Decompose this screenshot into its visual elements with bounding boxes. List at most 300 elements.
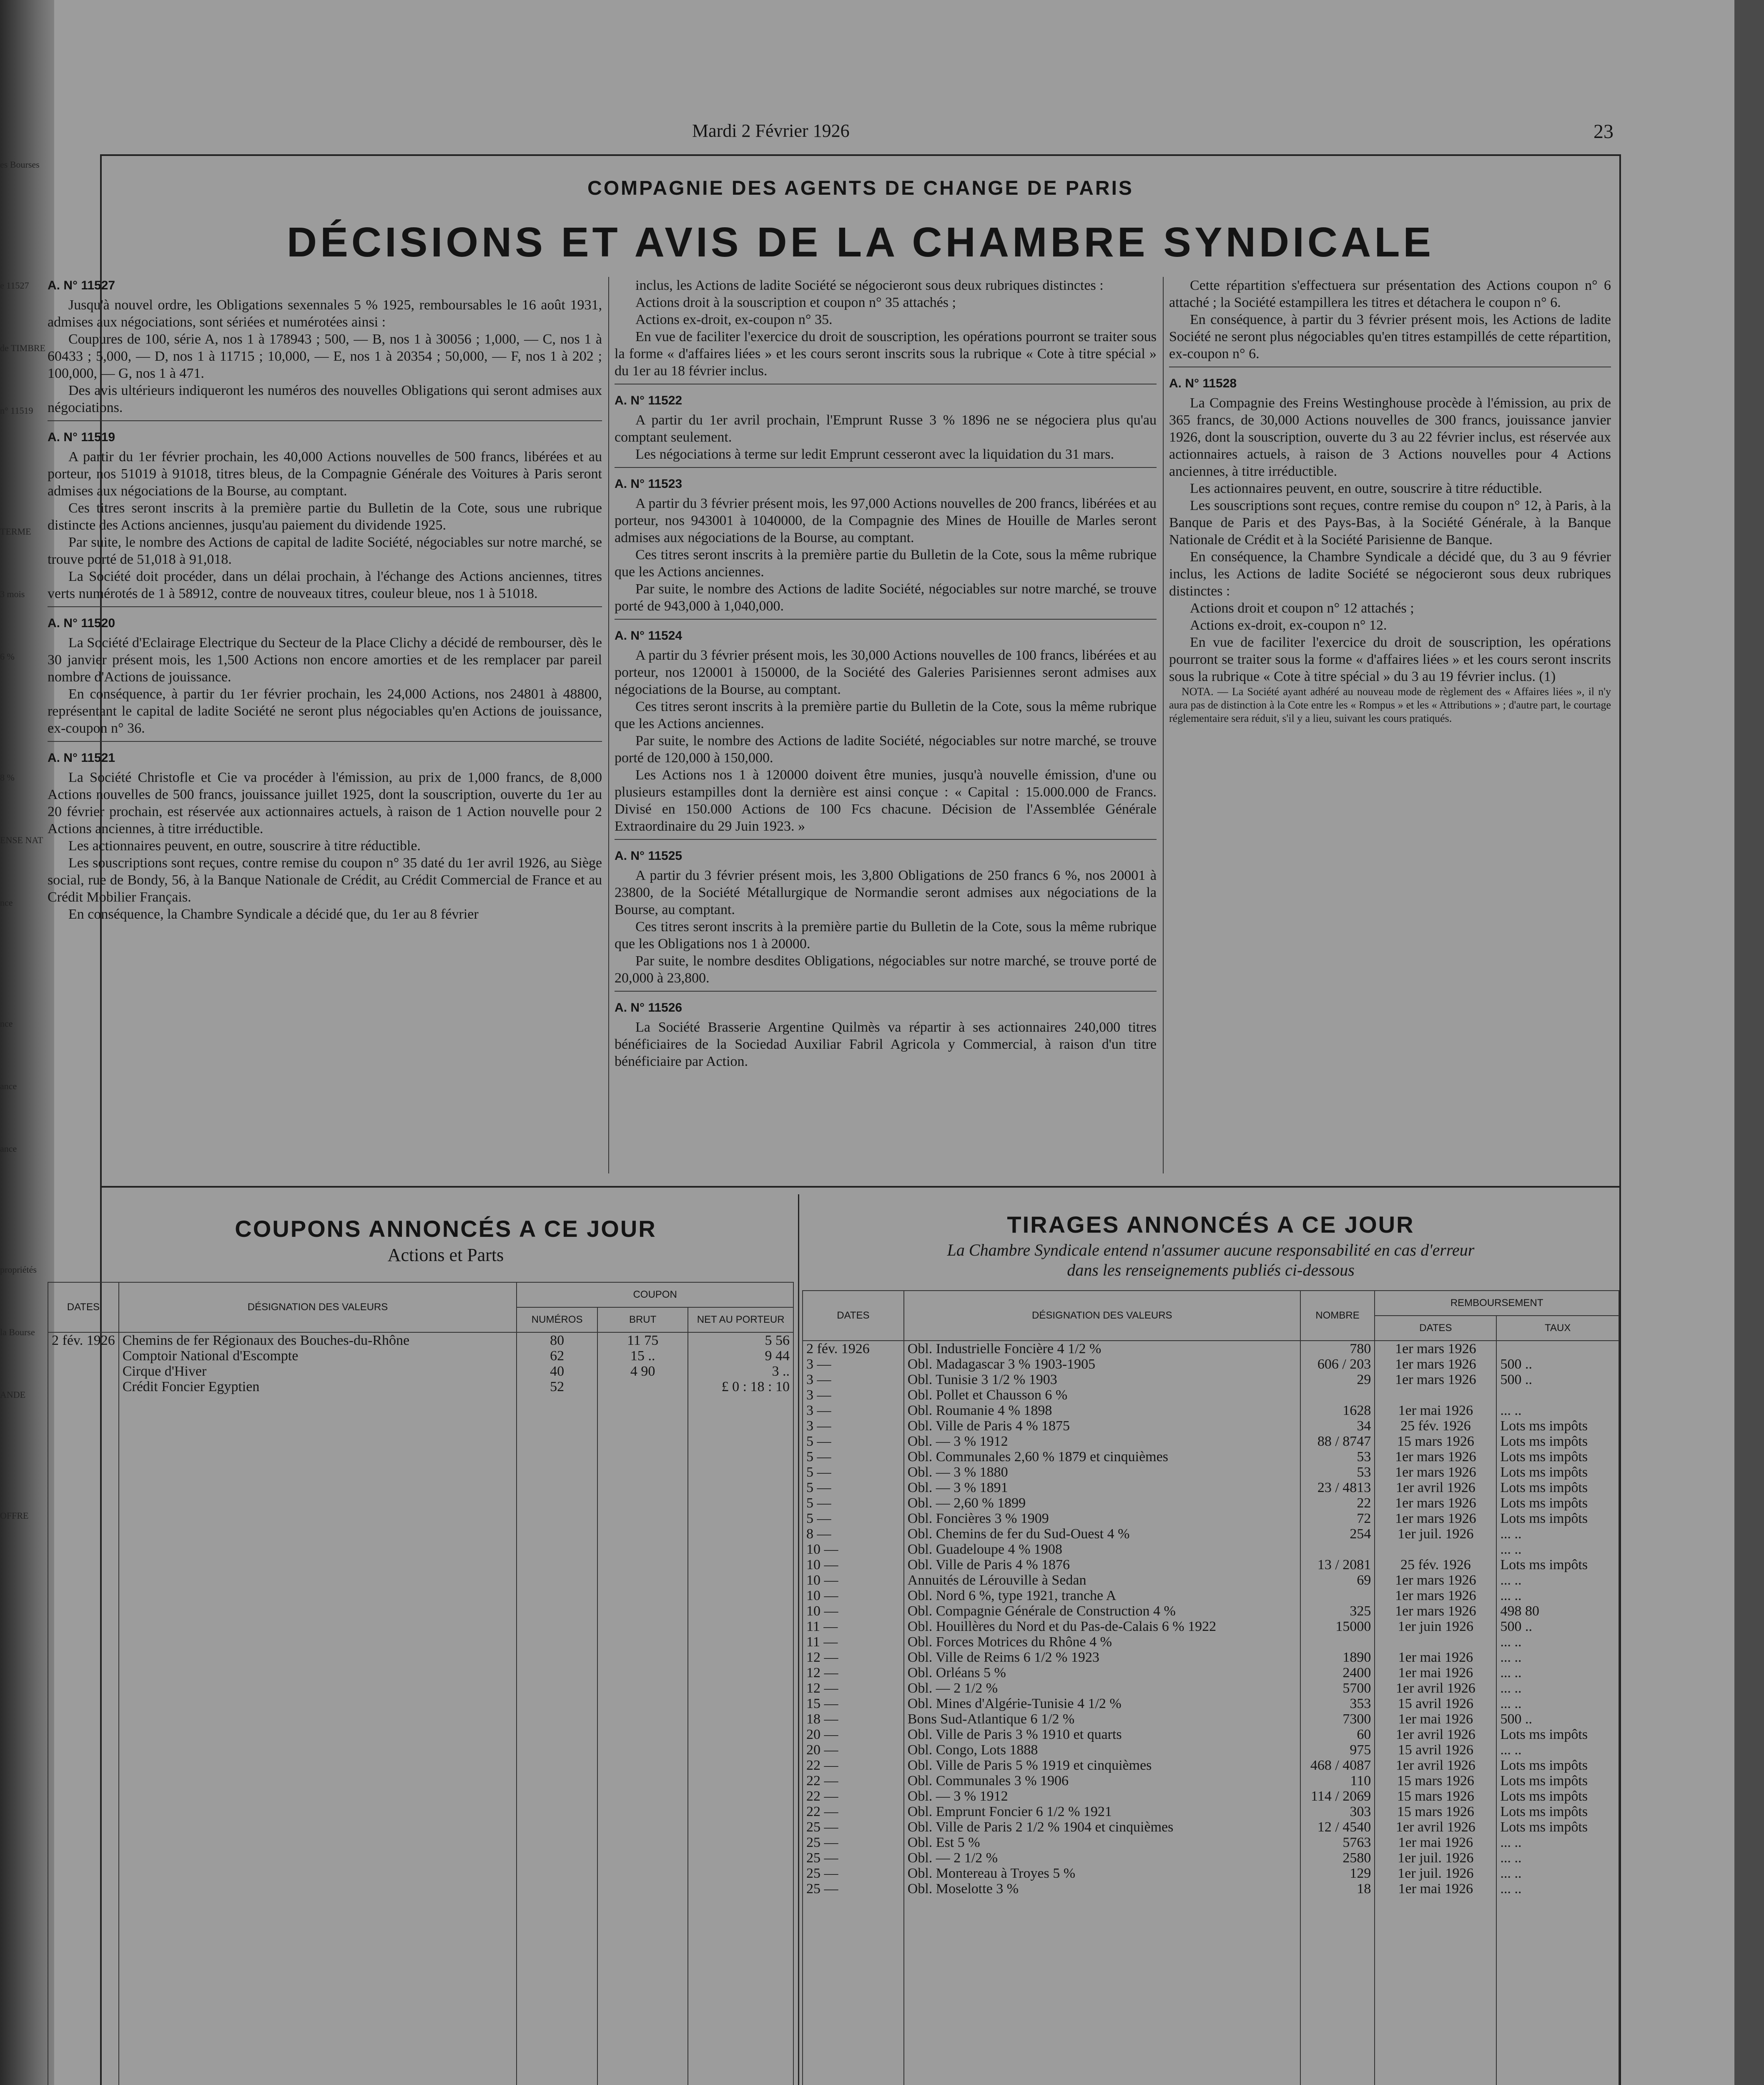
notice [48, 429, 602, 607]
taux-cell: 500 .. [1496, 1619, 1619, 1634]
date-cell: 22 — [803, 1758, 904, 1773]
taux-cell: ... .. [1496, 1881, 1619, 1897]
date-cell: 20 — [803, 1727, 904, 1742]
notice-paragraph: A partir du 1er avril prochain, l'Emprunt Russe 3 % 1896 ne se négociera plus qu'au comptant seulement. [615, 412, 1157, 445]
remb-date-cell: 1er avril 1926 [1375, 1727, 1496, 1742]
designation-cell: Obl. Guadeloupe 4 % 1908 [904, 1542, 1300, 1557]
empty-cell [688, 1394, 793, 2085]
designation-cell: Obl. Chemins de fer du Sud-Ouest 4 % [904, 1526, 1300, 1542]
tirage-row [803, 1403, 1619, 1418]
date-cell: 12 — [803, 1681, 904, 1696]
notice-paragraph: Coupures de 100, série A, nos 1 à 178943 ; 500, — B, nos 1 à 30056 ; 1,000, — C, nos 1 à 60433 ; 5,000, — D, nos 1 à 11715 ; 10,000, — E, nos 1 à 20354 ; 50,000, — F, nos 1 à 202 ; 100,000, — G, nos 1 à 471. [48, 332, 602, 381]
taux-cell: Lots ms impôts [1496, 1557, 1619, 1573]
empty-cell [517, 1394, 597, 2085]
notice-paragraph: Par suite, le nombre des Actions de ladite Société, négociables sur notre marché, se trouve porté de 943,000 à 1,040,000. [615, 581, 1157, 614]
tirages-title: TIRAGES ANNONCÉS A CE JOUR [1007, 1211, 1415, 1238]
notice-paragraph: Actions ex-droit, ex-coupon n° 12. [1190, 618, 1387, 633]
tirage-row [803, 1789, 1619, 1804]
tirage-row [803, 1881, 1619, 1897]
nombre-cell: 1890 [1300, 1650, 1375, 1665]
remb-date-cell [1375, 1634, 1496, 1650]
coupon-row [48, 1364, 793, 1379]
notice-paragraph: Les souscriptions sont reçues, contre remise du coupon n° 35 daté du 1er avril 1926, au Siège social, rue de Bondy, 56, à la Banque Nationale de Crédit, au Crédit Commercial de France et au Crédit Mobilier Français. [48, 855, 602, 905]
date-cell: 5 — [803, 1495, 904, 1511]
designation-cell: Bons Sud-Atlantique 6 1/2 % [904, 1711, 1300, 1727]
notice-paragraph: Actions ex-droit, ex-coupon n° 35. [635, 312, 833, 327]
notice-paragraph: Par suite, le nombre des Actions de capital de ladite Société, négociables sur notre marché, se trouve porté de 51,018 à 91,018. [48, 535, 602, 567]
notice-paragraph: Ces titres seront inscrits à la première partie du Bulletin de la Cote, sous une rubrique distincte des Actions anciennes, jusqu'au paiement du dividende 1925. [48, 500, 602, 533]
brut-cell: 15 .. [597, 1348, 688, 1364]
tirage-row [803, 1619, 1619, 1634]
strip-fragment: 3 mois [0, 589, 25, 599]
nombre-cell: 110 [1300, 1773, 1375, 1789]
remb-date-cell: 15 mars 1926 [1375, 1434, 1496, 1449]
date-cell [48, 1348, 119, 1364]
notice-paragraph: Actions droit à la souscription et coupon n° 35 attachés ; [635, 295, 956, 310]
taux-cell: ... .. [1496, 1650, 1619, 1665]
taux-cell: Lots ms impôts [1496, 1495, 1619, 1511]
taux-cell: ... .. [1496, 1866, 1619, 1881]
remb-date-cell: 1er mars 1926 [1375, 1357, 1496, 1372]
notice-paragraph: La Société Christofle et Cie va procéder à l'émission, au prix de 1,000 francs, de 8,000 Actions nouvelles de 500 francs, jouissance juillet 1925, dont la souscription, ouverte du 1er au 20 février prochain, est réservée aux actionnaires actuels, à raison de 1 Action nouvelle pour 2 Actions anciennes, à titre irréductible. [48, 770, 602, 837]
nombre-cell: 325 [1300, 1603, 1375, 1619]
designation-cell: Obl. Orléans 5 % [904, 1665, 1300, 1681]
empty-cell [597, 1394, 688, 2085]
nombre-cell: 13 / 2081 [1300, 1557, 1375, 1573]
designation-cell: Obl. Nord 6 %, type 1921, tranche A [904, 1588, 1300, 1603]
tirage-row [803, 1372, 1619, 1387]
notice-note: NOTA. — La Société ayant adhéré au nouveau mode de règlement des « Affaires liées », il n'y aura pas de distinction à la Cote entre les « Rompus » et les « Attributions » ; d'autre part, le courtage réglementaire sera réduit, s'il y a lieu, suivant les cours pratiqués. [1169, 686, 1611, 724]
designation-cell: Obl. — 2,60 % 1899 [904, 1495, 1300, 1511]
tirage-row [803, 1434, 1619, 1449]
empty-cell [1496, 1897, 1619, 2085]
nombre-cell: 72 [1300, 1511, 1375, 1526]
notice-paragraph: La Société doit procéder, dans un délai prochain, à l'échange des Actions anciennes, titres verts numérotés de 1 à 58912, contre de nouveaux titres, couleur bleue, nos 1 à 51018. [48, 569, 602, 601]
numero-cell: 80 [517, 1332, 597, 1348]
brut-cell: 11 75 [597, 1332, 688, 1348]
notice [615, 392, 1157, 468]
column-divider [608, 277, 609, 1173]
notice-paragraph: Par suite, le nombre desdites Obligations, négociables sur notre marché, se trouve porté de 20,000 à 23,800. [615, 953, 1157, 986]
taux-cell: ... .. [1496, 1850, 1619, 1866]
coupons-table-filler [48, 1394, 793, 2085]
taux-cell: Lots ms impôts [1496, 1511, 1619, 1526]
remb-date-cell: 1er mai 1926 [1375, 1665, 1496, 1681]
nombre-cell: 254 [1300, 1526, 1375, 1542]
designation-cell: Obl. Ville de Paris 4 % 1876 [904, 1557, 1300, 1573]
nombre-cell: 15000 [1300, 1619, 1375, 1634]
date-cell: 25 — [803, 1835, 904, 1850]
date-cell: 5 — [803, 1465, 904, 1480]
tirage-row [803, 1603, 1619, 1619]
remb-date-cell: 1er avril 1926 [1375, 1819, 1496, 1835]
tirage-row [803, 1588, 1619, 1603]
designation-cell: Obl. Ville de Paris 5 % 1919 et cinquièmes [904, 1758, 1300, 1773]
date-cell: 22 — [803, 1773, 904, 1789]
tirage-row [803, 1480, 1619, 1495]
notice-paragraph: Ces titres seront inscrits à la première partie du Bulletin de la Cote, sous la même rubrique que les Actions anciennes. [615, 547, 1157, 580]
notice-paragraph: La Société Brasserie Argentine Quilmès va répartir à ses actionnaires 240,000 titres bénéficiaires de la Sociedad Auxiliar Fabril Agricola y Commercial, à raison d'un titre bénéficiaire par Action. [615, 1020, 1157, 1069]
tirage-row [803, 1511, 1619, 1526]
designation-cell: Obl. Compagnie Générale de Construction 4 % [904, 1603, 1300, 1619]
remb-date-cell: 1er juil. 1926 [1375, 1850, 1496, 1866]
notice-number: A. N° 11524 [615, 629, 683, 643]
tirage-row [803, 1526, 1619, 1542]
designation-cell: Annuités de Lérouville à Sedan [904, 1573, 1300, 1588]
nombre-cell: 60 [1300, 1727, 1375, 1742]
nombre-cell: 975 [1300, 1742, 1375, 1758]
remb-date-cell: 1er juil. 1926 [1375, 1866, 1496, 1881]
tirage-row [803, 1835, 1619, 1850]
tirage-row [803, 1495, 1619, 1511]
remb-date-cell: 15 mars 1926 [1375, 1804, 1496, 1819]
organization-name: COMPAGNIE DES AGENTS DE CHANGE DE PARIS [587, 177, 1134, 199]
designation-cell: Chemins de fer Régionaux des Bouches-du-Rhône [119, 1332, 517, 1348]
strip-fragment: ANDE [0, 1389, 26, 1400]
date-cell [48, 1364, 119, 1379]
notice-paragraph: Par suite, le nombre des Actions de ladite Société, négociables sur notre marché, se trouve porté de 120,000 à 150,000. [615, 733, 1157, 766]
date-cell: 10 — [803, 1573, 904, 1588]
taux-cell: 500 .. [1496, 1357, 1619, 1372]
date-cell: 25 — [803, 1850, 904, 1866]
tirage-row [803, 1727, 1619, 1742]
tirage-row [803, 1850, 1619, 1866]
nombre-cell: 22 [1300, 1495, 1375, 1511]
notice-number: A. N° 11522 [615, 394, 683, 407]
issue-date: Mardi 2 Février 1926 [692, 121, 850, 141]
tables-divider [798, 1194, 799, 2085]
date-cell: 18 — [803, 1711, 904, 1727]
tirage-row [803, 1357, 1619, 1372]
designation-cell: Obl. Mines d'Algérie-Tunisie 4 1/2 % [904, 1696, 1300, 1711]
remb-date-cell: 15 avril 1926 [1375, 1742, 1496, 1758]
remb-date-cell: 1er avril 1926 [1375, 1758, 1496, 1773]
notice-paragraph: La Société d'Eclairage Electrique du Secteur de la Place Clichy a décidé de rembourser, dès le 30 janvier présent mois, les 1,500 Actions non encore amorties et de les remplacer par pareil nombre d'Actions de jouissance. [48, 635, 602, 685]
remb-date-cell: 1er mars 1926 [1375, 1495, 1496, 1511]
taux-cell: Lots ms impôts [1496, 1758, 1619, 1773]
tirage-row [803, 1573, 1619, 1588]
tirage-row [803, 1387, 1619, 1403]
coupon-row [48, 1348, 793, 1364]
designation-cell: Obl. — 3 % 1891 [904, 1480, 1300, 1495]
notice-number: A. N° 11519 [48, 430, 115, 444]
tirage-row [803, 1465, 1619, 1480]
remb-date-cell: 1er mai 1926 [1375, 1881, 1496, 1897]
taux-cell [1496, 1341, 1619, 1357]
taux-cell: Lots ms impôts [1496, 1727, 1619, 1742]
tirage-row [803, 1449, 1619, 1465]
date-cell: 25 — [803, 1819, 904, 1835]
designation-cell: Obl. — 3 % 1912 [904, 1789, 1300, 1804]
date-cell: 5 — [803, 1434, 904, 1449]
net-cell: £ 0 : 18 : 10 [688, 1379, 793, 1394]
date-cell: 20 — [803, 1742, 904, 1758]
designation-cell: Comptoir National d'Escompte [119, 1348, 517, 1364]
tirage-row [803, 1866, 1619, 1881]
remb-date-cell: 15 mars 1926 [1375, 1773, 1496, 1789]
strip-fragment: e 11527 [0, 280, 29, 291]
designation-cell: Obl. — 3 % 1912 [904, 1434, 1300, 1449]
remb-date-cell: 1er mars 1926 [1375, 1465, 1496, 1480]
tirage-row [803, 1650, 1619, 1665]
nombre-cell: 606 / 203 [1300, 1357, 1375, 1372]
empty-cell [904, 1897, 1300, 2085]
date-cell: 10 — [803, 1588, 904, 1603]
tirage-row [803, 1742, 1619, 1758]
nombre-cell: 780 [1300, 1341, 1375, 1357]
notice-paragraph: Ces titres seront inscrits à la première partie du Bulletin de la Cote, sous la même rubrique que les Actions anciennes. [615, 699, 1157, 731]
date-cell [48, 1379, 119, 1394]
col-coupon: COUPON [517, 1282, 793, 1307]
nombre-cell: 2580 [1300, 1850, 1375, 1866]
nombre-cell: 129 [1300, 1866, 1375, 1881]
col-numeros: NUMÉROS [517, 1307, 597, 1332]
remb-date-cell: 1er mars 1926 [1375, 1341, 1496, 1357]
brut-cell [597, 1379, 688, 1394]
nombre-cell: 23 / 4813 [1300, 1480, 1375, 1495]
strip-fragment: ance [0, 1143, 17, 1154]
notice-paragraph: inclus, les Actions de ladite Société se négocieront sous deux rubriques distinctes : [635, 278, 1104, 293]
coupons-subtitle: Actions et Parts [387, 1245, 504, 1265]
nombre-cell [1300, 1634, 1375, 1650]
remb-date-cell: 1er mars 1926 [1375, 1372, 1496, 1387]
designation-cell: Obl. Est 5 % [904, 1835, 1300, 1850]
notice-paragraph: En conséquence, la Chambre Syndicale a décidé que, du 1er au 8 février [68, 907, 479, 922]
nombre-cell: 12 / 4540 [1300, 1819, 1375, 1835]
date-cell: 22 — [803, 1804, 904, 1819]
tirage-row [803, 1758, 1619, 1773]
remb-date-cell [1375, 1387, 1496, 1403]
nombre-cell [1300, 1542, 1375, 1557]
designation-cell: Obl. Congo, Lots 1888 [904, 1742, 1300, 1758]
coupon-row [48, 1332, 793, 1348]
strip-fragment: la Bourse [0, 1327, 35, 1337]
taux-cell: ... .. [1496, 1634, 1619, 1650]
designation-cell: Obl. Forces Motrices du Rhône 4 % [904, 1634, 1300, 1650]
notice-number: A. N° 11525 [615, 849, 683, 863]
nombre-cell: 353 [1300, 1696, 1375, 1711]
taux-cell: Lots ms impôts [1496, 1434, 1619, 1449]
designation-cell: Obl. Montereau à Troyes 5 % [904, 1866, 1300, 1881]
date-cell: 3 — [803, 1357, 904, 1372]
tirage-row [803, 1711, 1619, 1727]
date-cell: 12 — [803, 1650, 904, 1665]
remb-date-cell: 1er mars 1926 [1375, 1573, 1496, 1588]
notice-paragraph: Jusqu'à nouvel ordre, les Obligations sexennales 5 % 1925, remboursables le 16 août 1931, admises aux négociations, sont sériées et numérotées ainsi : [48, 297, 602, 330]
notice [615, 847, 1157, 992]
nombre-cell: 53 [1300, 1449, 1375, 1465]
remb-date-cell: 1er juil. 1926 [1375, 1526, 1496, 1542]
date-cell: 3 — [803, 1387, 904, 1403]
notice [1169, 277, 1611, 367]
tirage-row [803, 1773, 1619, 1789]
nombre-cell: 69 [1300, 1573, 1375, 1588]
page-header [96, 120, 1613, 145]
notice-paragraph: Les Actions nos 1 à 120000 doivent être munies, jusqu'à nouvelle émission, d'une ou plusieurs estampilles dont la dernière est ainsi conçue : « Capital : 15.000.000 de Francs. Divisé en 150.000 Actions de 100 Fcs chacune. Décision de l'Assemblée Générale Extraordinaire du 29 Juin 1923. » [615, 767, 1157, 834]
tirage-row [803, 1634, 1619, 1650]
nombre-cell: 29 [1300, 1372, 1375, 1387]
designation-cell: Obl. Industrielle Foncière 4 1/2 % [904, 1341, 1300, 1357]
col-nombre: NOMBRE [1300, 1291, 1375, 1341]
col-taux: TAUX [1496, 1316, 1619, 1341]
notice-paragraph: La Compagnie des Freins Westinghouse procède à l'émission, au prix de 365 francs, de 30,000 Actions nouvelles de 300 francs, jouissance janvier 1926, dont la souscription, ouverte du 3 au 22 février inclus, est réservée aux actionnaires actuels, à raison de 3 Actions nouvelles pour 4 Actions anciennes, à titre irréductible. [1169, 395, 1611, 479]
notice-paragraph: A partir du 3 février présent mois, les 30,000 Actions nouvelles de 100 francs, libérées et au porteur, nos 120001 à 150000, de la Société des Galeries Parisiennes seront admises aux négociations de la Bourse, au comptant. [615, 648, 1157, 697]
designation-cell: Obl. Ville de Paris 3 % 1910 et quarts [904, 1727, 1300, 1742]
taux-cell: Lots ms impôts [1496, 1773, 1619, 1789]
taux-cell: ... .. [1496, 1403, 1619, 1418]
designation-cell: Obl. Madagascar 3 % 1903-1905 [904, 1357, 1300, 1372]
nombre-cell: 18 [1300, 1881, 1375, 1897]
date-cell: 2 fév. 1926 [48, 1332, 119, 1348]
remb-date-cell: 1er mai 1926 [1375, 1835, 1496, 1850]
designation-cell: Obl. Emprunt Foncier 6 1/2 % 1921 [904, 1804, 1300, 1819]
notices-column-2 [615, 277, 1157, 1182]
remb-date-cell [1375, 1542, 1496, 1557]
notice [615, 475, 1157, 620]
strip-fragment: 6 % [0, 651, 15, 662]
notice-paragraph: Les négociations à terme sur ledit Emprunt cesseront avec la liquidation du 31 mars. [635, 447, 1114, 462]
remb-date-cell: 25 fév. 1926 [1375, 1418, 1496, 1434]
section-divider [102, 1186, 1619, 1188]
date-cell: 10 — [803, 1542, 904, 1557]
taux-cell: ... .. [1496, 1665, 1619, 1681]
brut-cell: 4 90 [597, 1364, 688, 1379]
date-cell: 3 — [803, 1403, 904, 1418]
date-cell: 22 — [803, 1789, 904, 1804]
notice-paragraph: Les souscriptions sont reçues, contre remise du coupon n° 12, à Paris, à la Banque de Paris et des Pays-Bas, à la Société Générale, à la Banque Nationale de Crédit et à la Société Parisienne de Banque. [1169, 498, 1611, 548]
remb-date-cell: 1er juin 1926 [1375, 1619, 1496, 1634]
notice [1169, 375, 1611, 729]
numero-cell: 40 [517, 1364, 597, 1379]
notices-column-1 [48, 277, 602, 1182]
designation-cell: Crédit Foncier Egyptien [119, 1379, 517, 1394]
remb-date-cell: 1er mars 1926 [1375, 1588, 1496, 1603]
designation-cell: Obl. Pollet et Chausson 6 % [904, 1387, 1300, 1403]
tirages-disclaimer: La Chambre Syndicale entend n'assumer aucune responsabilité en cas d'erreur [947, 1241, 1475, 1259]
nombre-cell: 5700 [1300, 1681, 1375, 1696]
nombre-cell: 2400 [1300, 1665, 1375, 1681]
date-cell: 11 — [803, 1634, 904, 1650]
col-remboursement: REMBOURSEMENT [1375, 1291, 1619, 1316]
remb-date-cell: 1er avril 1926 [1375, 1480, 1496, 1495]
designation-cell: Obl. — 2 1/2 % [904, 1850, 1300, 1866]
date-cell: 12 — [803, 1665, 904, 1681]
tirage-row [803, 1418, 1619, 1434]
notice-number: A. N° 11523 [615, 477, 683, 491]
tirage-row [803, 1665, 1619, 1681]
taux-cell: ... .. [1496, 1526, 1619, 1542]
page-title: DÉCISIONS ET AVIS DE LA CHAMBRE SYNDICALE [286, 219, 1435, 266]
nombre-cell: 7300 [1300, 1711, 1375, 1727]
strip-fragment: nce [0, 1018, 13, 1029]
strip-fragment: ance [0, 1081, 17, 1091]
taux-cell: ... .. [1496, 1588, 1619, 1603]
taux-cell: ... .. [1496, 1835, 1619, 1850]
adjacent-page-strip [0, 158, 50, 2085]
date-cell: 15 — [803, 1696, 904, 1711]
remb-date-cell: 1er avril 1926 [1375, 1681, 1496, 1696]
designation-cell: Obl. — 2 1/2 % [904, 1681, 1300, 1696]
notice-paragraph: A partir du 3 février présent mois, les 97,000 Actions nouvelles de 200 francs, libérées et au porteur, nos 943001 à 1040000, de la Compagnie des Mines de Houille de Marles seront admises aux négociations de la Bourse, au comptant. [615, 496, 1157, 545]
notice-paragraph: Des avis ultérieurs indiqueront les numéros des nouvelles Obligations qui seront admises aux négociations. [48, 383, 602, 415]
nombre-cell: 1628 [1300, 1403, 1375, 1418]
strip-fragment: OFFRE [0, 1510, 29, 1521]
coupons-table [48, 1282, 794, 2085]
nombre-cell [1300, 1387, 1375, 1403]
strip-fragment: nce [0, 897, 13, 908]
strip-fragment: TERME [0, 526, 31, 537]
remb-date-cell: 1er mai 1926 [1375, 1403, 1496, 1418]
notice-paragraph: A partir du 3 février présent mois, les 3,800 Obligations de 250 francs 6 %, nos 20001 à 23800, de la Société Métallurgique de Normandie seront admises aux négociations de la Bourse, au comptant. [615, 868, 1157, 917]
designation-cell: Obl. — 3 % 1880 [904, 1465, 1300, 1480]
date-cell: 5 — [803, 1449, 904, 1465]
notice-paragraph: En vue de faciliter l'exercice du droit de souscription, les opérations pourront se traiter sous la forme « d'affaires liées » et les cours seront inscrits sous la rubrique « Cote à titre spécial » du 1er au 18 février inclus. [615, 329, 1157, 379]
notice-paragraph: Les actionnaires peuvent, en outre, souscrire à titre réductible. [68, 838, 421, 854]
remb-date-cell: 15 avril 1926 [1375, 1696, 1496, 1711]
empty-cell [1300, 1897, 1375, 2085]
taux-cell: ... .. [1496, 1742, 1619, 1758]
taux-cell: Lots ms impôts [1496, 1789, 1619, 1804]
date-cell: 10 — [803, 1557, 904, 1573]
content-frame [48, 154, 1621, 2085]
designation-cell: Cirque d'Hiver [119, 1364, 517, 1379]
coupon-row [48, 1379, 793, 1394]
tirage-row [803, 1804, 1619, 1819]
remb-date-cell: 25 fév. 1926 [1375, 1557, 1496, 1573]
notice-paragraph: En conséquence, la Chambre Syndicale a décidé que, du 3 au 9 février inclus, les Actions de ladite Société se négocieront sous deux rubriques distinctes : [1169, 549, 1611, 599]
nombre-cell: 468 / 4087 [1300, 1758, 1375, 1773]
net-cell: 3 .. [688, 1364, 793, 1379]
remb-date-cell: 1er mars 1926 [1375, 1603, 1496, 1619]
nombre-cell: 34 [1300, 1418, 1375, 1434]
date-cell: 8 — [803, 1526, 904, 1542]
col-designation: DÉSIGNATION DES VALEURS [119, 1282, 517, 1332]
nombre-cell: 5763 [1300, 1835, 1375, 1850]
strip-fragment: es Bourses [0, 159, 40, 170]
taux-cell: 500 .. [1496, 1711, 1619, 1727]
designation-cell: Obl. Foncières 3 % 1909 [904, 1511, 1300, 1526]
col-designation: DÉSIGNATION DES VALEURS [904, 1291, 1300, 1341]
remb-date-cell: 1er mars 1926 [1375, 1511, 1496, 1526]
designation-cell: Obl. Houillères du Nord et du Pas-de-Calais 6 % 1922 [904, 1619, 1300, 1634]
taux-cell: ... .. [1496, 1573, 1619, 1588]
tirage-row [803, 1819, 1619, 1835]
notice-paragraph: Les actionnaires peuvent, en outre, souscrire à titre réductible. [1190, 481, 1542, 496]
tirages-disclaimer-2: dans les renseignements publiés ci-dessous [1067, 1261, 1355, 1279]
col-dates: DATES [803, 1291, 904, 1341]
notice-number: A. N° 11527 [48, 279, 115, 292]
designation-cell: Obl. Roumanie 4 % 1898 [904, 1403, 1300, 1418]
strip-fragment: de TIMBRE [0, 343, 45, 353]
date-cell: 5 — [803, 1511, 904, 1526]
remb-date-cell: 1er mai 1926 [1375, 1650, 1496, 1665]
numero-cell: 62 [517, 1348, 597, 1364]
col-remb-dates: DATES [1375, 1316, 1496, 1341]
empty-cell [803, 1897, 904, 2085]
notice-paragraph: En conséquence, à partir du 1er février prochain, les 24,000 Actions, nos 24801 à 48800, représentant le capital de ladite Société ne seront plus négociables qu'en Actions de jouissance, ex-coupon n° 36. [48, 686, 602, 736]
column-divider [1163, 277, 1164, 1173]
taux-cell: ... .. [1496, 1542, 1619, 1557]
notice [48, 749, 602, 927]
notice-paragraph: Cette répartition s'effectuera sur présentation des Actions coupon n° 6 attaché ; la Société estampillera les titres et détachera le coupon n° 6. [1169, 278, 1611, 310]
taux-cell: Lots ms impôts [1496, 1804, 1619, 1819]
coupons-title: COUPONS ANNONCÉS A CE JOUR [235, 1216, 657, 1242]
notice-number: A. N° 11521 [48, 751, 115, 765]
taux-cell: ... .. [1496, 1696, 1619, 1711]
notice-number: A. N° 11528 [1169, 377, 1237, 390]
remb-date-cell: 1er mai 1926 [1375, 1711, 1496, 1727]
tirage-row [803, 1542, 1619, 1557]
